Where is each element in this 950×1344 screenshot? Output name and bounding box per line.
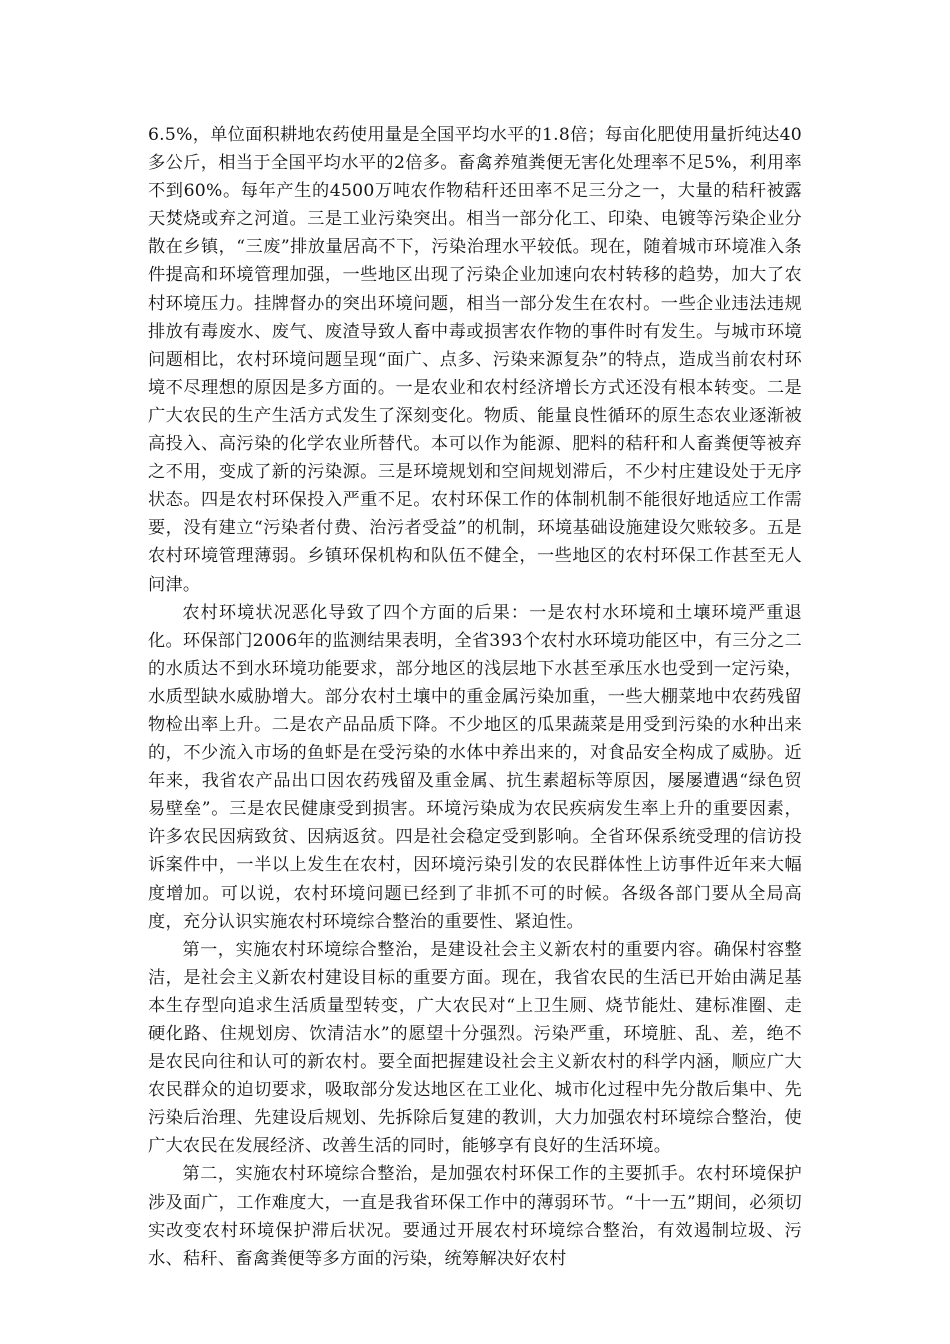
paragraph-2: 农村环境状况恶化导致了四个方面的后果：一是农村水环境和土壤环境严重退化。环保部门2006年的监测结果表明，全省393个农村水环境功能区中，有三分之二的水质达不到水环境功能要求，部分地区的浅层地下水甚至承压水也受到一定污染，水质型缺水威胁增大。部分农村土壤中的重金属污染加重，一些大棚菜地中农药残留物检出率上升。二是农产品品质下降。不少地区的瓜果蔬菜是用受到污染的水种出来的，不少流入市场的鱼虾是在受污染的水体中养出来的，对食品安全构成了威胁。近年来，我省农产品出口因农药残留及重金属、抗生素超标等原因，屡屡遭遇“绿色贸易壁垒”。三是农民健康受到损害。环境污染成为农民疾病发生率上升的重要因素，许多农民因病致贫、因病返贫。四是社会稳定受到影响。全省环保系统受理的信访投诉案件中，一半以上发生在农村，因环境污染引发的农民群体性上访事件近年来大幅度增加。可以说，农村环境问题已经到了非抓不可的时候。各级各部门要从全局高度，充分认识实施农村环境综合整治的重要性、紧迫性。	[148, 602, 802, 932]
paragraph-1: 6.5%，单位面积耕地农药使用量是全国平均水平的1.8倍；每亩化肥使用量折纯达40多公斤，相当于全国平均水平的2倍多。畜禽养殖粪便无害化处理率不足5%，利用率不到60%。每年产生的4500万吨农作物秸秆还田率不足三分之一，大量的秸秆被露天焚烧或弃之河道。三是工业污染突出。相当一部分化工、印染、电镀等污染企业分散在乡镇，“三废”排放量居高不下，污染治理水平较低。现在，随着城市环境准入条件提高和环境管理加强，一些地区出现了污染企业加速向农村转移的趋势，加大了农村环境压力。挂牌督办的突出环境问题，相当一部分发生在农村。一些企业违法违规排放有毒废水、废气、废渣导致人畜中毒或损害农作物的事件时有发生。与城市环境问题相比，农村环境问题呈现“面广、点多、污染来源复杂”的特点，造成当前农村环境不尽理想的原因是多方面的。一是农业和农村经济增长方式还没有根本转变。二是广大农民的生产生活方式发生了深刻变化。物质、能量良性循环的原生态农业逐渐被高投入、高污染的化学农业所替代。本可以作为能源、肥料的秸秆和人畜粪便等被弃之不用，变成了新的污染源。三是环境规划和空间规划滞后，不少村庄建设处于无序状态。四是农村环保投入严重不足。农村环保工作的体制机制不能很好地适应工作需要，没有建立“污染者付费、治污者受益”的机制，环境基础设施建设欠账较多。五是农村环境管理薄弱。乡镇环保机构和队伍不健全，一些地区的农村环保工作甚至无人问津。	[148, 125, 802, 595]
paragraph-4: 第二，实施农村环境综合整治，是加强农村环保工作的主要抓手。农村环境保护涉及面广，工作难度大，一直是我省环保工作中的薄弱环节。“十一五”期间，必须切实改变农村环境保护滞后状况。要通过开展农村环境综合整治，有效遏制垃圾、污水、秸秆、畜禽粪便等多方面的污染，统筹解决好农村	[148, 1164, 802, 1269]
document-body	[148, 121, 802, 1273]
paragraph-3: 第一，实施农村环境综合整治，是建设社会主义新农村的重要内容。确保村容整洁，是社会主义新农村建设目标的重要方面。现在，我省农民的生活已开始由满足基本生存型向追求生活质量型转变，广大农民对“上卫生厕、烧节能灶、建标准圈、走硬化路、住规划房、饮清洁水”的愿望十分强烈。污染严重，环境脏、乱、差，绝不是农民向往和认可的新农村。要全面把握建设社会主义新农村的科学内涵，顺应广大农民群众的迫切要求，吸取部分发达地区在工业化、城市化过程中先分散后集中、先污染后治理、先建设后规划、先拆除后复建的教训，大力加强农村环境综合整治，使广大农民在发展经济、改善生活的同时，能够享有良好的生活环境。	[148, 939, 802, 1157]
